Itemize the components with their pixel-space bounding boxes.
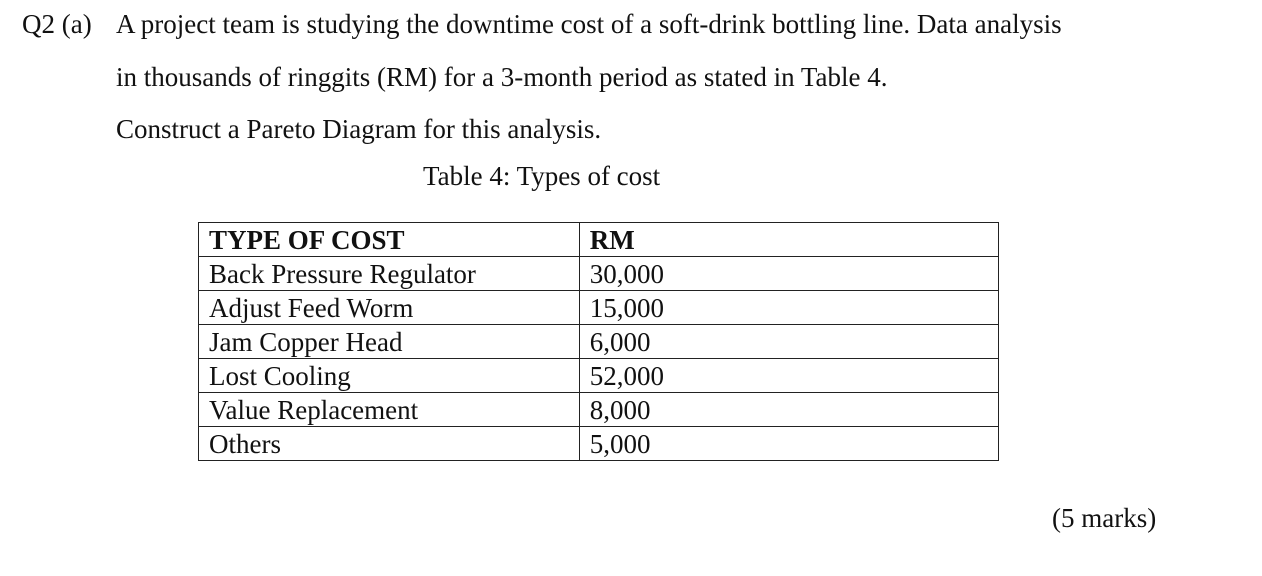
cost-type-cell: Value Replacement [199,393,580,427]
cost-type-cell: Back Pressure Regulator [199,257,580,291]
cost-value-cell: 15,000 [579,291,998,325]
cost-type-cell: Others [199,427,580,461]
cost-value-cell: 8,000 [579,393,998,427]
question-number: Q2 (a) [22,9,92,39]
question-text-line-2: in thousands of ringgits (RM) for a 3-month period as stated in Table 4. [116,62,888,92]
table-caption: Table 4: Types of cost [423,161,661,191]
cost-type-cell: Adjust Feed Worm [199,291,580,325]
table-row [199,325,999,359]
cost-value-cell: 30,000 [579,257,998,291]
cost-value-cell: 5,000 [579,427,998,461]
marks-allocation: (5 marks) [1052,503,1157,533]
table-row [199,257,999,291]
question-text-line-1: A project team is studying the downtime cost of a soft-drink bottling line. Data analysis [116,9,1062,39]
header-rm: RM [579,223,998,257]
cost-type-cell: Lost Cooling [199,359,580,393]
table-header-row [199,223,999,257]
cost-value-cell: 52,000 [579,359,998,393]
table-row [199,427,999,461]
cost-type-cell: Jam Copper Head [199,325,580,359]
cost-value-cell: 6,000 [579,325,998,359]
header-type-of-cost: TYPE OF COST [199,223,580,257]
cost-table [198,222,999,461]
table-row [199,393,999,427]
question-text-line-3: Construct a Pareto Diagram for this analysis. [116,114,602,144]
table-row [199,291,999,325]
table-row [199,359,999,393]
